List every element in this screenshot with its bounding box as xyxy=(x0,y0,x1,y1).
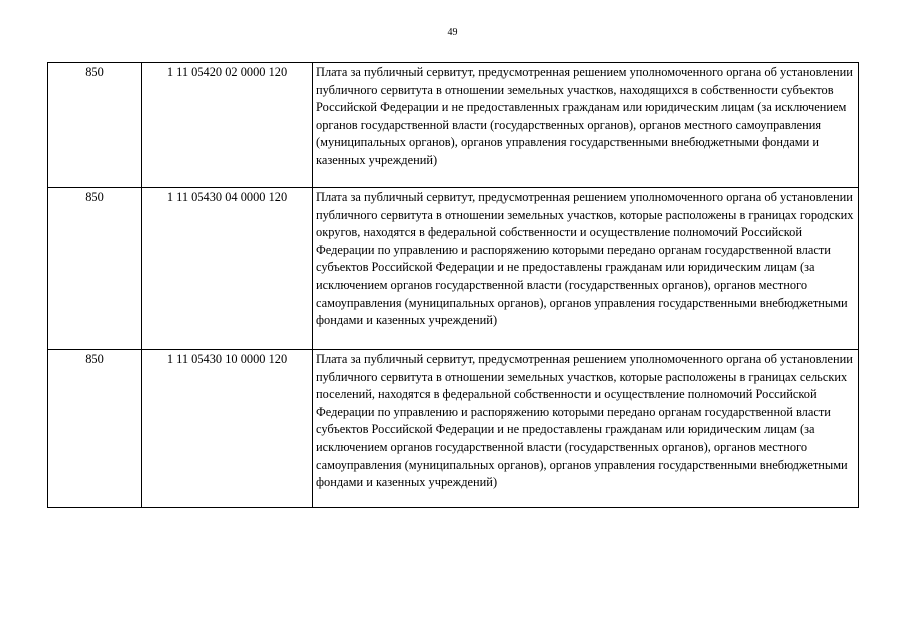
kbk-code-cell: 1 11 05430 10 0000 120 xyxy=(142,350,313,508)
revenue-codes-table xyxy=(47,62,859,508)
admin-code-cell: 850 xyxy=(48,188,142,350)
description-cell: Плата за публичный сервитут, предусмотренная решением уполномоченного органа об установлении публичного сервитута в отношении земельных участков, находящихся в собственности субъектов Российской Федерации и не предоставленных гражданам или юридическим лицам (за исключением органов государственной власти (государственных органов), органов местного самоуправления (муниципальных органов), органов управления государственными внебюджетными фондами и казенных учреждений) xyxy=(313,63,859,188)
page-number: 49 xyxy=(447,27,458,38)
table-row xyxy=(48,350,859,508)
description-cell: Плата за публичный сервитут, предусмотренная решением уполномоченного органа об установлении публичного сервитута в отношении земельных участков, которые расположены в границах городских округов, находятся в федеральной собственности и осуществление полномочий Российской Федерации по управлению и распоряжению которыми передано органам государственной власти субъектов Российской Федерации и не предоставлены гражданам или юридическим лицам (за исключением органов государственной власти (государственных органов), органов местного самоуправления (муниципальных органов), органов управления государственными внебюджетными фондами и казенных учреждений) xyxy=(313,188,859,350)
description-cell: Плата за публичный сервитут, предусмотренная решением уполномоченного органа об установлении публичного сервитута в отношении земельных участков, которые расположены в границах сельских поселений, находятся в федеральной собственности и осуществление полномочий Российской Федерации по управлению и распоряжению которыми передано органам государственной власти субъектов Российской Федерации и не предоставлены гражданам или юридическим лицам (за исключением органов государственной власти (государственных органов), органов местного самоуправления (муниципальных органов), органов управления государственными внебюджетными фондами и казенных учреждений) xyxy=(313,350,859,508)
admin-code-cell: 850 xyxy=(48,350,142,508)
kbk-code-cell: 1 11 05430 04 0000 120 xyxy=(142,188,313,350)
table-row xyxy=(48,63,859,188)
admin-code-cell: 850 xyxy=(48,63,142,188)
table-row xyxy=(48,188,859,350)
kbk-code-cell: 1 11 05420 02 0000 120 xyxy=(142,63,313,188)
